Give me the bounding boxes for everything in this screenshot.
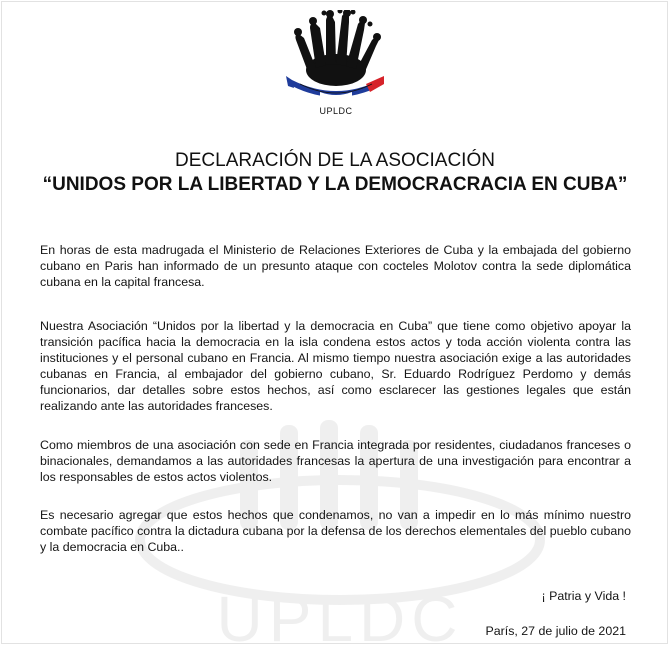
paragraph-1: En horas de esta madrugada el Ministerio de Relaciones Exteriores de Cuba y la embajada del gobierno cubano en Paris han informado de un presunto ataque con cocteles Molotov contra la sede diplomática cubana en la capital francesa. [40,243,631,289]
watermark-text: UPLDC [216,583,464,655]
association-name-heading: “UNIDOS POR LA LIBERTAD Y LA DEMOCRACRACIA EN CUBA” [42,174,628,195]
paragraph-3: Como miembros de una asociación con sede en Francia integrada por residentes, ciudadanos franceses o binacionales, demandamos a las autoridades francesas la apertura de una investigación para encontrar a los responsables de estos actos violentos. [40,438,631,484]
logo-caption: UPLDC [319,106,353,116]
place-and-date: París, 27 de julio de 2021 [485,624,626,638]
raised-hands-logo-icon [280,10,392,106]
paragraph-4: Es necesario agregar que estos hechos que condenamos, no van a impedir en lo más mínimo nuestro combate pacífico contra la dictadura cubana por la defensa de los derechos elementales del pueblo cubano y la democracia en Cuba.. [40,508,632,554]
closing-slogan: ¡ Patria y Vida ! [541,589,626,603]
declaration-heading: DECLARACIÓN DE LA ASOCIACIÓN [175,150,495,171]
organization-logo [280,10,392,122]
paragraph-2: Nuestra Asociación “Unidos por la libertad y la democracia en Cuba” que tiene como objetivo apoyar la transición pacífica hacia la democracia en la isla condena estos actos y toda acción violenta contra las instituciones y el personal cubano en Francia. Al mismo tiempo nuestra asociación exige a las autoridades cubanas en Francia, al embajador del gobierno cubano, Sr. Eduardo Rodríguez Perdomo y demás funcionarios, dar detalles sobre estos hechos, así como esclarecer las gestiones legales que están realizando ante las autoridades franceses. [40,319,631,413]
